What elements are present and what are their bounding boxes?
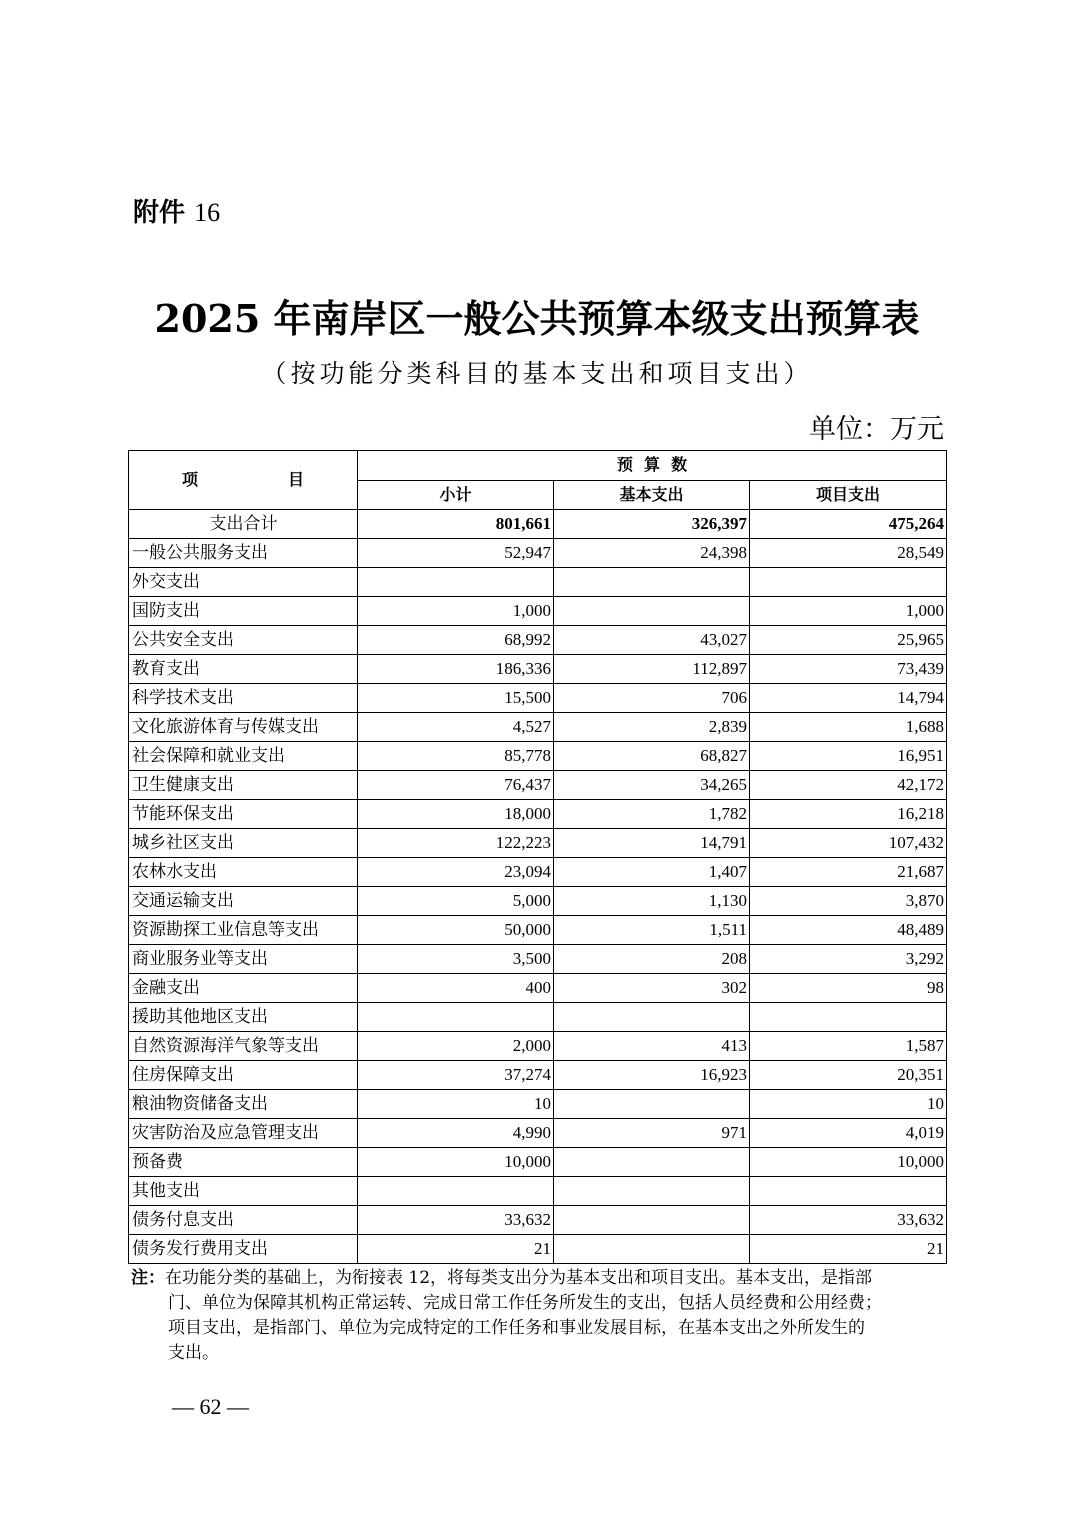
row-subtotal: 3,500 xyxy=(358,945,554,974)
row-project: 21,687 xyxy=(750,858,947,887)
table-row xyxy=(129,1148,947,1177)
row-basic: 971 xyxy=(554,1119,750,1148)
page-title: 2025 年南岸区一般公共预算本级支出预算表 xyxy=(154,296,920,341)
row-name: 其他支出 xyxy=(129,1177,358,1206)
row-subtotal: 15,500 xyxy=(358,684,554,713)
budget-table xyxy=(128,450,947,1264)
row-project: 1,688 xyxy=(750,713,947,742)
row-name: 国防支出 xyxy=(129,597,358,626)
row-project: 73,439 xyxy=(750,655,947,684)
attachment-label xyxy=(133,195,220,231)
table-row xyxy=(129,597,947,626)
table-row xyxy=(129,1061,947,1090)
attachment-number: 16 xyxy=(194,198,221,227)
row-basic xyxy=(554,1206,750,1235)
item-header-left: 项 xyxy=(181,470,198,489)
total-row xyxy=(129,510,947,539)
row-basic: 1,511 xyxy=(554,916,750,945)
table-row xyxy=(129,626,947,655)
row-project: 4,019 xyxy=(750,1119,947,1148)
row-basic: 112,897 xyxy=(554,655,750,684)
row-subtotal xyxy=(358,1177,554,1206)
row-name: 粮油物资储备支出 xyxy=(129,1090,358,1119)
row-project: 25,965 xyxy=(750,626,947,655)
row-project: 10 xyxy=(750,1090,947,1119)
column-header-basic: 基本支出 xyxy=(554,480,750,510)
row-basic: 1,130 xyxy=(554,887,750,916)
row-subtotal: 4,990 xyxy=(358,1119,554,1148)
row-subtotal xyxy=(358,1003,554,1032)
attachment-text: 附件 xyxy=(133,198,186,228)
row-project: 48,489 xyxy=(750,916,947,945)
page-number: — 62 — xyxy=(172,1394,249,1419)
row-basic: 208 xyxy=(554,945,750,974)
table-row xyxy=(129,1177,947,1206)
row-name: 外交支出 xyxy=(129,568,358,597)
row-name: 交通运输支出 xyxy=(129,887,358,916)
row-subtotal: 122,223 xyxy=(358,829,554,858)
row-basic xyxy=(554,1148,750,1177)
row-name: 公共安全支出 xyxy=(129,626,358,655)
row-basic: 413 xyxy=(554,1032,750,1061)
row-project: 475,264 xyxy=(750,510,947,539)
row-project: 33,632 xyxy=(750,1206,947,1235)
row-name: 金融支出 xyxy=(129,974,358,1003)
row-name: 预备费 xyxy=(129,1148,358,1177)
budget-group-header: 预 算 数 xyxy=(358,451,947,481)
row-project xyxy=(750,568,947,597)
row-subtotal: 10 xyxy=(358,1090,554,1119)
row-basic: 43,027 xyxy=(554,626,750,655)
row-subtotal: 10,000 xyxy=(358,1148,554,1177)
row-project xyxy=(750,1003,947,1032)
row-subtotal: 76,437 xyxy=(358,771,554,800)
table-row xyxy=(129,945,947,974)
row-subtotal: 21 xyxy=(358,1235,554,1264)
row-subtotal xyxy=(358,568,554,597)
row-project: 3,870 xyxy=(750,887,947,916)
table-row xyxy=(129,771,947,800)
row-project: 1,000 xyxy=(750,597,947,626)
table-row xyxy=(129,655,947,684)
row-name: 文化旅游体育与传媒支出 xyxy=(129,713,358,742)
row-subtotal: 85,778 xyxy=(358,742,554,771)
row-project: 10,000 xyxy=(750,1148,947,1177)
table-row xyxy=(129,539,947,568)
row-project: 42,172 xyxy=(750,771,947,800)
row-basic: 14,791 xyxy=(554,829,750,858)
row-name: 农林水支出 xyxy=(129,858,358,887)
row-name: 资源勘探工业信息等支出 xyxy=(129,916,358,945)
row-subtotal: 68,992 xyxy=(358,626,554,655)
item-header-right: 目 xyxy=(288,470,305,489)
row-name: 债务发行费用支出 xyxy=(129,1235,358,1264)
footnote-line-4: 支出。 xyxy=(168,1343,219,1363)
item-column-header xyxy=(129,451,358,510)
row-subtotal: 37,274 xyxy=(358,1061,554,1090)
row-basic: 2,839 xyxy=(554,713,750,742)
footnote-line-1: 在功能分类的基础上，为衔接表 12，将每类支出分为基本支出和项目支出。基本支出，是指部 xyxy=(165,1268,873,1288)
row-name: 城乡社区支出 xyxy=(129,829,358,858)
row-subtotal: 400 xyxy=(358,974,554,1003)
row-basic xyxy=(554,1177,750,1206)
row-project: 28,549 xyxy=(750,539,947,568)
row-subtotal: 50,000 xyxy=(358,916,554,945)
column-header-subtotal: 小计 xyxy=(358,480,554,510)
row-basic: 1,782 xyxy=(554,800,750,829)
row-basic: 1,407 xyxy=(554,858,750,887)
row-project: 20,351 xyxy=(750,1061,947,1090)
row-project: 16,218 xyxy=(750,800,947,829)
row-subtotal: 4,527 xyxy=(358,713,554,742)
row-basic: 24,398 xyxy=(554,539,750,568)
table-row xyxy=(129,1119,947,1148)
table-row xyxy=(129,742,947,771)
column-header-project: 项目支出 xyxy=(750,480,947,510)
row-subtotal: 1,000 xyxy=(358,597,554,626)
table-row xyxy=(129,1032,947,1061)
table-row xyxy=(129,829,947,858)
row-project: 3,292 xyxy=(750,945,947,974)
row-project: 21 xyxy=(750,1235,947,1264)
row-basic: 302 xyxy=(554,974,750,1003)
table-row xyxy=(129,887,947,916)
row-basic xyxy=(554,1003,750,1032)
row-project: 98 xyxy=(750,974,947,1003)
row-name: 住房保障支出 xyxy=(129,1061,358,1090)
row-subtotal: 801,661 xyxy=(358,510,554,539)
footnote xyxy=(131,1266,947,1366)
row-project: 1,587 xyxy=(750,1032,947,1061)
row-name: 债务付息支出 xyxy=(129,1206,358,1235)
row-project: 107,432 xyxy=(750,829,947,858)
table-row xyxy=(129,713,947,742)
row-basic xyxy=(554,1090,750,1119)
row-project: 14,794 xyxy=(750,684,947,713)
footnote-line-2: 门、单位为保障其机构正常运转、完成日常工作任务所发生的支出，包括人员经费和公用经费； xyxy=(168,1293,882,1313)
table-row xyxy=(129,800,947,829)
table-row xyxy=(129,568,947,597)
row-name: 自然资源海洋气象等支出 xyxy=(129,1032,358,1061)
row-name: 卫生健康支出 xyxy=(129,771,358,800)
table-row xyxy=(129,1003,947,1032)
row-name: 社会保障和就业支出 xyxy=(129,742,358,771)
table-header xyxy=(129,451,947,510)
table-row xyxy=(129,858,947,887)
row-project: 16,951 xyxy=(750,742,947,771)
row-subtotal: 33,632 xyxy=(358,1206,554,1235)
row-subtotal: 52,947 xyxy=(358,539,554,568)
footnote-lead: 注： xyxy=(131,1268,165,1288)
row-subtotal: 23,094 xyxy=(358,858,554,887)
row-name: 商业服务业等支出 xyxy=(129,945,358,974)
table-row xyxy=(129,974,947,1003)
row-name: 科学技术支出 xyxy=(129,684,358,713)
row-basic xyxy=(554,1235,750,1264)
row-basic: 68,827 xyxy=(554,742,750,771)
unit-label: 单位：万元 xyxy=(809,414,944,445)
row-name: 节能环保支出 xyxy=(129,800,358,829)
row-name: 援助其他地区支出 xyxy=(129,1003,358,1032)
row-basic: 326,397 xyxy=(554,510,750,539)
table-row xyxy=(129,1235,947,1264)
row-basic: 706 xyxy=(554,684,750,713)
row-subtotal: 18,000 xyxy=(358,800,554,829)
table-row xyxy=(129,916,947,945)
table-row xyxy=(129,1090,947,1119)
row-name: 灾害防治及应急管理支出 xyxy=(129,1119,358,1148)
row-subtotal: 2,000 xyxy=(358,1032,554,1061)
row-name: 一般公共服务支出 xyxy=(129,539,358,568)
row-subtotal: 186,336 xyxy=(358,655,554,684)
row-basic: 34,265 xyxy=(554,771,750,800)
page-subtitle: （按功能分类科目的基本支出和项目支出） xyxy=(261,359,813,388)
table-row xyxy=(129,1206,947,1235)
row-basic xyxy=(554,597,750,626)
table-row xyxy=(129,684,947,713)
row-subtotal: 5,000 xyxy=(358,887,554,916)
table-body xyxy=(129,510,947,1264)
row-name: 教育支出 xyxy=(129,655,358,684)
row-name: 支出合计 xyxy=(129,510,358,539)
row-basic xyxy=(554,568,750,597)
row-basic: 16,923 xyxy=(554,1061,750,1090)
row-project xyxy=(750,1177,947,1206)
footnote-line-3: 项目支出，是指部门、单位为完成特定的工作任务和事业发展目标，在基本支出之外所发生的 xyxy=(168,1318,865,1338)
